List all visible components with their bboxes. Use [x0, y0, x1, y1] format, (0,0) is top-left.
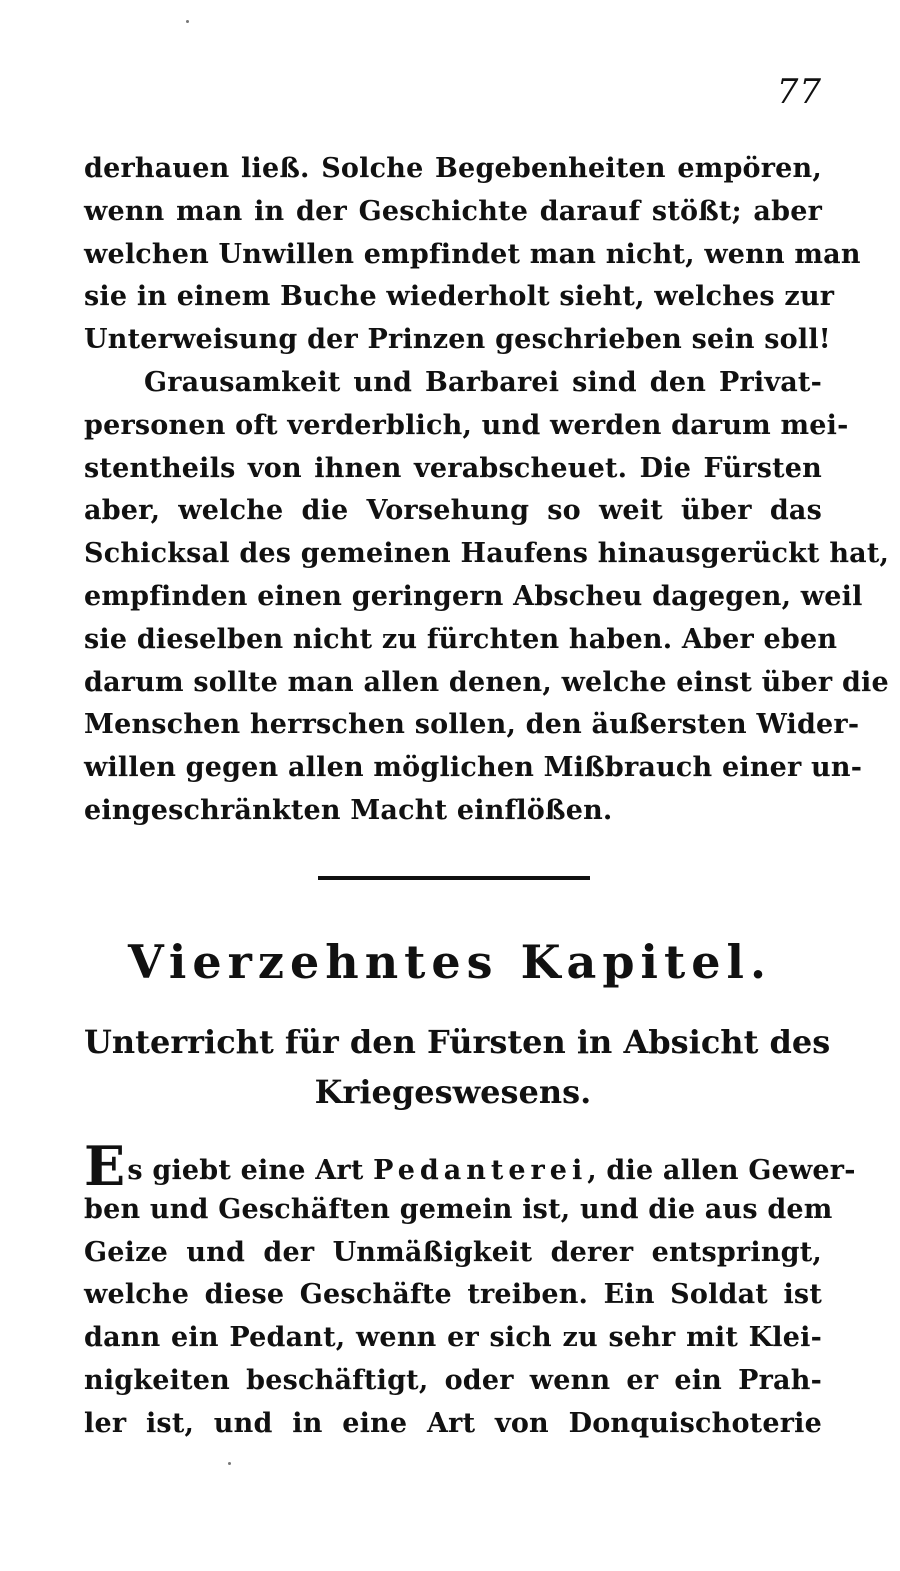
- text-line: nigkeiten beschäftigt, oder wenn er ein Prah-: [84, 1364, 822, 1396]
- text-line: Unterweisung der Prinzen geschrieben sein soll!: [84, 324, 831, 356]
- emphasized-word: Pedanterei: [373, 1155, 588, 1186]
- text-line: Menschen herrschen sollen, den äußersten Wider-: [84, 709, 860, 741]
- text-line: wenn man in der Geschichte darauf stößt; aber: [84, 195, 822, 227]
- text-line: willen gegen allen möglichen Mißbrauch einer un-: [84, 752, 863, 784]
- text-line: eingeschränkten Macht einflößen.: [84, 794, 613, 826]
- text-line: darum sollte man allen denen, welche einst über die: [84, 666, 889, 698]
- paragraph-continuation: [84, 148, 861, 362]
- section-divider: [318, 876, 590, 880]
- chapter-subtitle: [84, 1017, 831, 1117]
- paragraph-pedantry: [84, 1134, 856, 1446]
- paper-speck: [228, 1462, 231, 1465]
- text-line: stentheils von ihnen verabscheuet. Die Fürsten: [84, 452, 822, 484]
- chapter-title: Vierzehntes Kapitel.: [128, 935, 772, 989]
- paragraph-cruelty: [84, 362, 890, 833]
- text-line: ler ist, und in eine Art von Donquischoterie: [84, 1407, 822, 1439]
- text-line: Schicksal des gemeinen Haufens hinausgerückt hat,: [84, 538, 890, 570]
- drop-cap: E: [84, 1134, 126, 1198]
- text-line: sie in einem Buche wiederholt sieht, welches zur: [84, 281, 835, 313]
- subtitle-line: Unterricht für den Fürsten in Absicht des: [84, 1023, 831, 1061]
- text-line: personen oft verderblich, und werden darum mei-: [84, 409, 849, 441]
- text-line: dann ein Pedant, wenn er sich zu sehr mit Klei-: [84, 1322, 822, 1354]
- text-line: ben und Geschäften gemein ist, und die aus dem: [84, 1193, 833, 1225]
- text-line: welchen Unwillen empfindet man nicht, wenn man: [84, 238, 861, 270]
- text-line-first: [84, 1134, 856, 1198]
- text-line: aber, welche die Vorsehung so weit über das: [84, 495, 822, 527]
- text-fragment: s giebt eine Art: [127, 1155, 374, 1186]
- subtitle-line: Kriegeswesens.: [314, 1073, 592, 1111]
- text-line: sie dieselben nicht zu fürchten haben. Aber eben: [84, 623, 838, 655]
- text-line: derhauen ließ. Solche Begebenheiten empören,: [84, 153, 822, 184]
- text-line: Grausamkeit und Barbarei sind den Privat-: [144, 367, 822, 398]
- paper-speck: [186, 20, 189, 23]
- page-number: 77: [776, 72, 822, 112]
- text-fragment: , die allen Gewer-: [587, 1155, 856, 1186]
- text-line: Geize und der Unmäßigkeit derer entspringt,: [84, 1236, 822, 1268]
- text-line: empfinden einen geringern Abscheu dagegen, weil: [84, 580, 863, 612]
- text-line: welche diese Geschäfte treiben. Ein Soldat ist: [84, 1279, 822, 1311]
